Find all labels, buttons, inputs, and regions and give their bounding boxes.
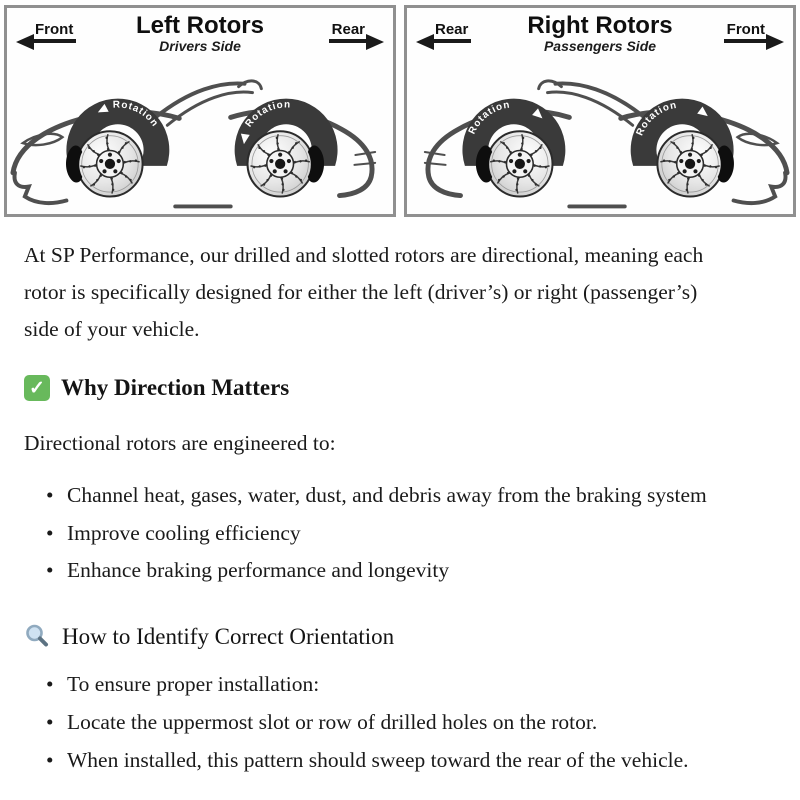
left-car-illustration xyxy=(7,56,393,214)
intro-paragraph: At SP Performance, our drilled and slotted rotors are directional, meaning each rotor is specifically designed for either the left (driver’s) or right (passenger’s) side of your vehicle. xyxy=(24,243,704,342)
rotor-direction-diagram xyxy=(4,5,796,217)
panel-subtitle: Drivers Side xyxy=(159,38,241,55)
list-item: • When installed, this pattern should sweep toward the rear of the vehicle. xyxy=(46,743,749,779)
section-heading-why-direction-matters xyxy=(24,375,776,401)
rotation-label: Rotation xyxy=(243,99,292,130)
rotation-label: Rotation xyxy=(466,99,512,137)
right-car-illustration xyxy=(407,56,793,214)
left-panel-header xyxy=(7,8,393,56)
rotation-label: Rotation xyxy=(634,99,679,138)
benefits-list xyxy=(24,478,776,590)
panel-title: Left Rotors xyxy=(136,12,264,39)
front-direction-label xyxy=(724,21,784,43)
direction-text: Rear xyxy=(329,21,368,43)
direction-text: Rear xyxy=(432,21,471,43)
section-title: Why Direction Matters xyxy=(61,375,290,401)
car-line-art-mirrored xyxy=(425,81,787,207)
orientation-steps-list xyxy=(24,667,776,779)
rotation-label: Rotation xyxy=(112,99,161,130)
rear-direction-label xyxy=(329,21,384,43)
section-title: How to Identify Correct Orientation xyxy=(62,623,395,649)
page xyxy=(0,5,800,779)
check-glyph: ✓ xyxy=(29,377,45,399)
check-icon xyxy=(24,375,50,401)
right-arrow-icon xyxy=(766,34,784,50)
panel-subtitle: Passengers Side xyxy=(543,38,657,55)
magnifier-icon xyxy=(24,623,51,650)
panel-title: Right Rotors xyxy=(527,12,673,39)
article xyxy=(0,237,800,779)
right-rotors-panel xyxy=(404,5,796,217)
car-line-art xyxy=(13,81,375,207)
direction-text: Front xyxy=(724,21,768,43)
right-panel-header xyxy=(407,8,793,56)
left-rotors-panel xyxy=(4,5,396,217)
right-arrow-icon xyxy=(366,34,384,50)
section-lead: Directional rotors are engineered to: xyxy=(24,431,336,456)
list-item: • To ensure proper installation: xyxy=(46,667,749,703)
list-item: • Improve cooling efficiency xyxy=(46,516,707,552)
list-item: • Enhance braking performance and longevity xyxy=(46,553,707,589)
list-item: • Locate the uppermost slot or row of drilled holes on the rotor. xyxy=(46,705,749,741)
direction-text: Front xyxy=(32,21,76,43)
list-item: • Channel heat, gases, water, dust, and debris away from the braking system xyxy=(46,478,707,514)
section-heading-identify-orientation xyxy=(24,623,776,650)
